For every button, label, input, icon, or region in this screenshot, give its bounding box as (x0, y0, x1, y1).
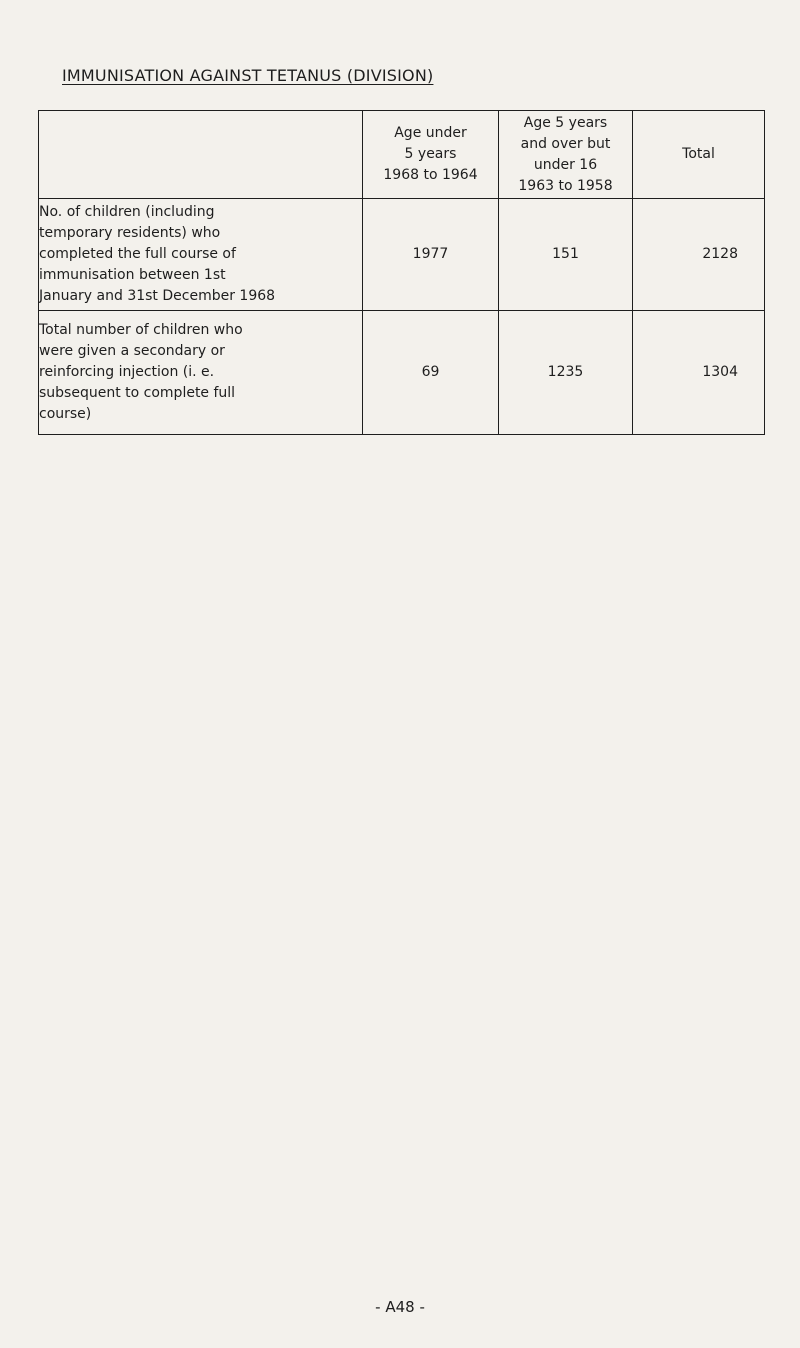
cell-total: 1304 (633, 311, 765, 435)
row-label-line: course) (39, 406, 92, 422)
row-label-line: No. of children (including (39, 204, 215, 220)
tetanus-immunisation-table (38, 110, 765, 435)
row-label-line: were given a secondary or (39, 343, 225, 359)
cell-under-5: 1977 (363, 199, 499, 311)
cell-under-5: 69 (363, 311, 499, 435)
header-under-5-line: 1968 to 1964 (383, 167, 478, 183)
cell-total: 2128 (633, 199, 765, 311)
cell-5-to-16: 151 (499, 199, 633, 311)
header-5-to-16 (499, 111, 633, 199)
header-under-5-line: 5 years (404, 146, 457, 162)
header-under-5-line: Age under (394, 125, 467, 141)
page-number: - A48 - (375, 1298, 425, 1316)
header-total: Total (633, 111, 765, 199)
row-label-line: Total number of children who (39, 322, 243, 338)
table-header-row (39, 111, 765, 199)
row-label-line: immunisation between 1st (39, 267, 226, 283)
header-5-to-16-line: Age 5 years (523, 114, 608, 131)
header-5-to-16-line: 1963 to 1958 (518, 177, 613, 194)
header-blank (39, 111, 363, 199)
row-label-line: January and 31st December 1968 (39, 288, 276, 304)
row-label-line: completed the full course of (39, 246, 236, 262)
row-label-line: subsequent to complete full (39, 385, 236, 401)
row-label-reinforcing (39, 311, 363, 435)
header-under-5 (363, 111, 499, 199)
row-label-line: temporary residents) who (39, 225, 221, 241)
table-row (39, 199, 765, 311)
header-5-to-16-line: and over but (520, 135, 611, 152)
row-label-completed-course (39, 199, 363, 311)
cell-5-to-16: 1235 (499, 311, 633, 435)
row-label-line: reinforcing injection (i. e. (39, 364, 215, 380)
table-row (39, 311, 765, 435)
page-title: IMMUNISATION AGAINST TETANUS (DIVISION) (62, 66, 434, 85)
header-5-to-16-line: under 16 (533, 156, 598, 173)
